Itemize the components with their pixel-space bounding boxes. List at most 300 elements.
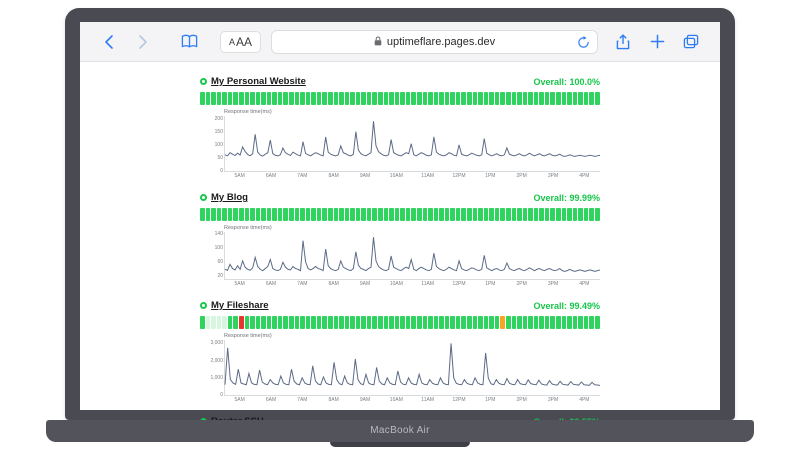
chart-x-tick: 2PM <box>516 397 527 403</box>
chart-x-tick: 2PM <box>516 173 527 179</box>
uptime-bar[interactable] <box>428 208 433 221</box>
uptime-bar[interactable] <box>578 92 583 105</box>
uptime-bar[interactable] <box>322 92 327 105</box>
uptime-bar[interactable] <box>228 316 233 329</box>
uptime-bar[interactable] <box>217 92 222 105</box>
uptime-bar[interactable] <box>578 208 583 221</box>
uptime-bar[interactable] <box>300 208 305 221</box>
uptime-bar[interactable] <box>512 208 517 221</box>
uptime-bar[interactable] <box>445 208 450 221</box>
chart-x-tick: 8AM <box>328 173 339 179</box>
back-button[interactable] <box>94 29 124 55</box>
uptime-bar[interactable] <box>434 92 439 105</box>
browser-toolbar <box>80 22 720 62</box>
chart-x-axis <box>224 396 600 406</box>
uptime-bar[interactable] <box>584 208 589 221</box>
device-label: MacBook Air <box>370 425 430 436</box>
uptime-bar[interactable] <box>539 316 544 329</box>
uptime-bar[interactable] <box>567 92 572 105</box>
chart-x-tick: 12PM <box>452 281 466 287</box>
uptime-bar[interactable] <box>584 316 589 329</box>
uptime-bar[interactable] <box>206 316 211 329</box>
chart-x-tick: 7AM <box>297 281 308 287</box>
uptime-bar[interactable] <box>233 316 238 329</box>
uptime-bar[interactable] <box>406 92 411 105</box>
monitor-name-link[interactable]: My Fileshare <box>211 300 269 311</box>
uptime-bar[interactable] <box>545 92 550 105</box>
uptime-bar[interactable] <box>445 316 450 329</box>
uptime-bar[interactable] <box>478 92 483 105</box>
uptime-bar[interactable] <box>289 316 294 329</box>
uptime-bar[interactable] <box>439 208 444 221</box>
uptime-bar[interactable] <box>350 316 355 329</box>
lock-icon <box>374 36 382 48</box>
uptime-bar[interactable] <box>589 316 594 329</box>
chart-title: Response time(ms) <box>224 225 272 231</box>
chart-plot-area <box>210 340 600 398</box>
reload-button[interactable] <box>574 34 592 52</box>
uptime-bar[interactable] <box>423 316 428 329</box>
uptime-bar[interactable] <box>456 208 461 221</box>
uptime-bar[interactable] <box>222 208 227 221</box>
uptime-bar[interactable] <box>239 316 244 329</box>
uptime-bar[interactable] <box>339 316 344 329</box>
uptime-bar[interactable] <box>434 316 439 329</box>
uptime-bar[interactable] <box>367 316 372 329</box>
chart-x-tick: 5AM <box>234 173 245 179</box>
uptime-bar[interactable] <box>478 208 483 221</box>
uptime-bar[interactable] <box>556 316 561 329</box>
uptime-bar[interactable] <box>283 92 288 105</box>
chart-x-tick: 3PM <box>547 281 559 287</box>
uptime-bar[interactable] <box>295 316 300 329</box>
uptime-bar[interactable] <box>272 92 277 105</box>
uptime-bar[interactable] <box>334 92 339 105</box>
chart-x-tick: 11AM <box>421 281 435 287</box>
uptime-bar[interactable] <box>311 92 316 105</box>
uptime-bar[interactable] <box>328 92 333 105</box>
uptime-bar[interactable] <box>573 208 578 221</box>
uptime-bar[interactable] <box>311 316 316 329</box>
uptime-bar[interactable] <box>395 316 400 329</box>
uptime-bar[interactable] <box>395 208 400 221</box>
uptime-bar[interactable] <box>306 316 311 329</box>
uptime-bar[interactable] <box>372 92 377 105</box>
uptime-bar[interactable] <box>267 208 272 221</box>
uptime-bar[interactable] <box>489 208 494 221</box>
uptime-bar[interactable] <box>506 316 511 329</box>
uptime-bar[interactable] <box>500 92 505 105</box>
uptime-bar[interactable] <box>295 208 300 221</box>
uptime-bar[interactable] <box>283 208 288 221</box>
plus-icon <box>650 34 665 49</box>
uptime-bar[interactable] <box>384 208 389 221</box>
uptime-bar[interactable] <box>595 316 600 329</box>
uptime-bar[interactable] <box>567 316 572 329</box>
uptime-bar[interactable] <box>484 316 489 329</box>
uptime-bar[interactable] <box>322 316 327 329</box>
uptime-bar[interactable] <box>378 208 383 221</box>
uptime-bar[interactable] <box>267 92 272 105</box>
chart-y-tick: 60 <box>217 258 223 265</box>
uptime-bar[interactable] <box>300 316 305 329</box>
monitor-overall-uptime: Overall: 99.49% <box>533 301 600 311</box>
uptime-bar[interactable] <box>267 316 272 329</box>
uptime-strip <box>200 208 600 221</box>
uptime-bar[interactable] <box>550 208 555 221</box>
uptime-bar[interactable] <box>334 316 339 329</box>
uptime-bar[interactable] <box>283 316 288 329</box>
uptime-bar[interactable] <box>356 316 361 329</box>
uptime-bar[interactable] <box>589 208 594 221</box>
uptime-bar[interactable] <box>417 92 422 105</box>
uptime-bar[interactable] <box>528 316 533 329</box>
chart-x-tick: 1PM <box>485 173 496 179</box>
uptime-bar[interactable] <box>400 92 405 105</box>
uptime-bar[interactable] <box>200 316 205 329</box>
uptime-bar[interactable] <box>461 316 466 329</box>
share-icon <box>616 34 630 50</box>
uptime-bar[interactable] <box>345 92 350 105</box>
chart-y-tick: 50 <box>217 154 223 161</box>
uptime-bar[interactable] <box>495 208 500 221</box>
uptime-bar[interactable] <box>250 208 255 221</box>
uptime-strip <box>200 92 600 105</box>
monitor-card <box>200 300 600 406</box>
uptime-bar[interactable] <box>272 208 277 221</box>
uptime-bar[interactable] <box>489 92 494 105</box>
uptime-bar[interactable] <box>222 316 227 329</box>
uptime-bar[interactable] <box>311 208 316 221</box>
monitor-header <box>200 76 600 87</box>
uptime-bar[interactable] <box>550 92 555 105</box>
uptime-bar[interactable] <box>578 316 583 329</box>
uptime-bar[interactable] <box>384 92 389 105</box>
uptime-bar[interactable] <box>461 208 466 221</box>
uptime-bar[interactable] <box>328 316 333 329</box>
uptime-bar[interactable] <box>523 92 528 105</box>
uptime-bar[interactable] <box>200 208 205 221</box>
laptop-foot <box>330 442 470 447</box>
uptime-bar[interactable] <box>473 316 478 329</box>
status-indicator-icon <box>200 78 207 85</box>
uptime-strip <box>200 316 600 329</box>
uptime-bar[interactable] <box>567 208 572 221</box>
uptime-bar[interactable] <box>300 92 305 105</box>
uptime-bar[interactable] <box>406 208 411 221</box>
uptime-bar[interactable] <box>334 208 339 221</box>
new-tab-button[interactable] <box>642 29 672 55</box>
uptime-bar[interactable] <box>345 208 350 221</box>
uptime-bar[interactable] <box>272 316 277 329</box>
uptime-bar[interactable] <box>534 208 539 221</box>
uptime-bar[interactable] <box>550 316 555 329</box>
uptime-bar[interactable] <box>562 92 567 105</box>
uptime-bar[interactable] <box>500 316 505 329</box>
uptime-bar[interactable] <box>345 316 350 329</box>
chart-x-axis <box>224 280 600 290</box>
uptime-bar[interactable] <box>512 92 517 105</box>
monitor-name-link[interactable]: My Personal Website <box>211 76 306 87</box>
uptime-bar[interactable] <box>389 316 394 329</box>
uptime-bar[interactable] <box>423 208 428 221</box>
uptime-bar[interactable] <box>256 208 261 221</box>
uptime-bar[interactable] <box>306 92 311 105</box>
uptime-bar[interactable] <box>228 92 233 105</box>
uptime-bar[interactable] <box>339 208 344 221</box>
uptime-bar[interactable] <box>517 208 522 221</box>
uptime-bar[interactable] <box>295 92 300 105</box>
uptime-bar[interactable] <box>411 316 416 329</box>
uptime-bar[interactable] <box>506 92 511 105</box>
uptime-bar[interactable] <box>450 208 455 221</box>
uptime-bar[interactable] <box>278 208 283 221</box>
uptime-bar[interactable] <box>473 92 478 105</box>
uptime-bar[interactable] <box>450 92 455 105</box>
uptime-bar[interactable] <box>261 208 266 221</box>
monitor-title <box>200 192 248 203</box>
sidebar-button[interactable] <box>174 29 204 55</box>
monitor-name-link[interactable]: My Blog <box>211 192 248 203</box>
uptime-bar[interactable] <box>350 92 355 105</box>
uptime-bar[interactable] <box>484 92 489 105</box>
uptime-bar[interactable] <box>523 208 528 221</box>
chart-y-tick: 0 <box>220 392 223 398</box>
response-time-chart <box>200 109 600 182</box>
uptime-bar[interactable] <box>528 92 533 105</box>
uptime-bar[interactable] <box>361 316 366 329</box>
uptime-bar[interactable] <box>461 92 466 105</box>
chart-x-tick: 11AM <box>421 173 435 179</box>
monitor-overall-uptime: Overall: 99.99% <box>533 193 600 203</box>
uptime-bar[interactable] <box>389 208 394 221</box>
uptime-bar[interactable] <box>367 208 372 221</box>
response-time-chart <box>200 333 600 406</box>
chart-x-tick: 6AM <box>265 281 277 287</box>
uptime-bar[interactable] <box>317 208 322 221</box>
uptime-bar[interactable] <box>534 92 539 105</box>
chart-x-tick: 4PM <box>579 281 590 287</box>
uptime-bar[interactable] <box>372 208 377 221</box>
laptop-base <box>46 420 754 442</box>
chart-y-tick: 20 <box>217 272 223 279</box>
uptime-bar[interactable] <box>278 316 283 329</box>
uptime-bar[interactable] <box>256 316 261 329</box>
uptime-bar[interactable] <box>211 208 216 221</box>
monitor-list <box>200 62 600 437</box>
chart-x-tick: 10AM <box>389 397 403 403</box>
uptime-bar[interactable] <box>517 92 522 105</box>
chart-y-tick: 3,000 <box>210 340 223 347</box>
uptime-bar[interactable] <box>378 92 383 105</box>
uptime-bar[interactable] <box>439 316 444 329</box>
uptime-bar[interactable] <box>289 92 294 105</box>
uptime-bar[interactable] <box>239 92 244 105</box>
laptop-screen <box>80 22 720 410</box>
uptime-bar[interactable] <box>222 92 227 105</box>
uptime-bar[interactable] <box>456 316 461 329</box>
uptime-bar[interactable] <box>534 316 539 329</box>
forward-button[interactable] <box>128 29 158 55</box>
uptime-bar[interactable] <box>439 92 444 105</box>
uptime-bar[interactable] <box>595 208 600 221</box>
uptime-bar[interactable] <box>428 316 433 329</box>
uptime-bar[interactable] <box>495 316 500 329</box>
chart-x-tick: 1PM <box>485 281 496 287</box>
uptime-bar[interactable] <box>322 208 327 221</box>
page-zoom-button[interactable] <box>220 31 261 53</box>
uptime-bar[interactable] <box>350 208 355 221</box>
uptime-bar[interactable] <box>495 92 500 105</box>
uptime-bar[interactable] <box>539 92 544 105</box>
uptime-bar[interactable] <box>356 92 361 105</box>
uptime-bar[interactable] <box>445 92 450 105</box>
uptime-bar[interactable] <box>500 208 505 221</box>
uptime-bar[interactable] <box>545 208 550 221</box>
uptime-bar[interactable] <box>467 208 472 221</box>
uptime-bar[interactable] <box>250 316 255 329</box>
chart-title: Response time(ms) <box>224 109 272 115</box>
uptime-bar[interactable] <box>206 208 211 221</box>
chart-x-tick: 12PM <box>452 173 466 179</box>
uptime-bar[interactable] <box>378 316 383 329</box>
chart-title: Response time(ms) <box>224 333 272 339</box>
uptime-bar[interactable] <box>328 208 333 221</box>
uptime-bar[interactable] <box>239 208 244 221</box>
uptime-bar[interactable] <box>200 92 205 105</box>
uptime-bar[interactable] <box>289 208 294 221</box>
uptime-bar[interactable] <box>450 316 455 329</box>
uptime-bar[interactable] <box>428 92 433 105</box>
share-button[interactable] <box>608 29 638 55</box>
webpage-viewport <box>80 62 720 410</box>
uptime-bar[interactable] <box>367 92 372 105</box>
uptime-bar[interactable] <box>245 208 250 221</box>
uptime-bar[interactable] <box>261 92 266 105</box>
reader-label: AA <box>236 34 253 49</box>
chart-y-tick: 2,000 <box>210 357 223 364</box>
uptime-bar[interactable] <box>523 316 528 329</box>
chart-x-tick: 10AM <box>389 173 403 179</box>
chart-x-tick: 10AM <box>389 281 403 287</box>
uptime-bar[interactable] <box>217 208 222 221</box>
uptime-bar[interactable] <box>256 92 261 105</box>
chart-x-tick: 9AM <box>359 281 371 287</box>
chart-x-axis <box>224 172 600 182</box>
uptime-bar[interactable] <box>556 208 561 221</box>
uptime-bar[interactable] <box>434 208 439 221</box>
uptime-bar[interactable] <box>573 316 578 329</box>
chart-x-tick: 5AM <box>234 397 245 403</box>
chart-x-tick: 4PM <box>579 173 590 179</box>
uptime-bar[interactable] <box>261 316 266 329</box>
monitor-header <box>200 300 600 311</box>
uptime-bar[interactable] <box>339 92 344 105</box>
uptime-bar[interactable] <box>545 316 550 329</box>
uptime-bar[interactable] <box>411 92 416 105</box>
uptime-bar[interactable] <box>562 316 567 329</box>
uptime-bar[interactable] <box>317 92 322 105</box>
uptime-bar[interactable] <box>211 92 216 105</box>
uptime-bar[interactable] <box>417 208 422 221</box>
uptime-bar[interactable] <box>528 208 533 221</box>
chevron-right-icon <box>137 34 149 50</box>
uptime-bar[interactable] <box>211 316 216 329</box>
uptime-bar[interactable] <box>517 316 522 329</box>
chart-y-tick: 0 <box>220 168 223 174</box>
uptime-bar[interactable] <box>512 316 517 329</box>
uptime-bar[interactable] <box>489 316 494 329</box>
uptime-bar[interactable] <box>584 92 589 105</box>
uptime-bar[interactable] <box>556 92 561 105</box>
uptime-bar[interactable] <box>384 316 389 329</box>
monitor-card <box>200 76 600 182</box>
uptime-bar[interactable] <box>206 92 211 105</box>
uptime-bar[interactable] <box>389 92 394 105</box>
reader-small-letter: A <box>229 36 236 47</box>
uptime-bar[interactable] <box>395 92 400 105</box>
uptime-bar[interactable] <box>361 92 366 105</box>
uptime-bar[interactable] <box>423 92 428 105</box>
monitor-card <box>200 192 600 290</box>
uptime-bar[interactable] <box>245 92 250 105</box>
status-indicator-icon <box>200 302 207 309</box>
monitor-overall-uptime: Overall: 100.0% <box>533 77 600 87</box>
uptime-bar[interactable] <box>417 316 422 329</box>
uptime-bar[interactable] <box>400 208 405 221</box>
uptime-bar[interactable] <box>411 208 416 221</box>
uptime-bar[interactable] <box>228 208 233 221</box>
uptime-bar[interactable] <box>467 316 472 329</box>
show-tabs-button[interactable] <box>676 29 706 55</box>
uptime-bar[interactable] <box>278 92 283 105</box>
uptime-bar[interactable] <box>400 316 405 329</box>
uptime-bar[interactable] <box>562 208 567 221</box>
uptime-bar[interactable] <box>245 316 250 329</box>
uptime-bar[interactable] <box>233 92 238 105</box>
uptime-bar[interactable] <box>317 316 322 329</box>
uptime-bar[interactable] <box>473 208 478 221</box>
monitor-title <box>200 300 269 311</box>
uptime-bar[interactable] <box>506 208 511 221</box>
response-time-chart <box>200 225 600 290</box>
chart-x-tick: 6AM <box>265 397 277 403</box>
uptime-bar[interactable] <box>595 92 600 105</box>
uptime-bar[interactable] <box>306 208 311 221</box>
uptime-bar[interactable] <box>250 92 255 105</box>
uptime-bar[interactable] <box>372 316 377 329</box>
chart-line-series <box>225 116 600 171</box>
uptime-bar[interactable] <box>573 92 578 105</box>
uptime-bar[interactable] <box>356 208 361 221</box>
chart-y-tick: 200 <box>214 115 223 122</box>
uptime-bar[interactable] <box>456 92 461 105</box>
uptime-bar[interactable] <box>233 208 238 221</box>
uptime-bar[interactable] <box>217 316 222 329</box>
uptime-bar[interactable] <box>467 92 472 105</box>
chart-x-tick: 7AM <box>297 173 308 179</box>
uptime-bar[interactable] <box>484 208 489 221</box>
chart-plot-area <box>214 230 600 280</box>
uptime-bar[interactable] <box>539 208 544 221</box>
uptime-bar[interactable] <box>361 208 366 221</box>
uptime-bar[interactable] <box>406 316 411 329</box>
chart-y-tick: 100 <box>214 141 223 148</box>
chart-y-tick: 150 <box>214 128 223 135</box>
address-bar[interactable] <box>271 30 598 54</box>
uptime-bar[interactable] <box>478 316 483 329</box>
uptime-bar[interactable] <box>589 92 594 105</box>
